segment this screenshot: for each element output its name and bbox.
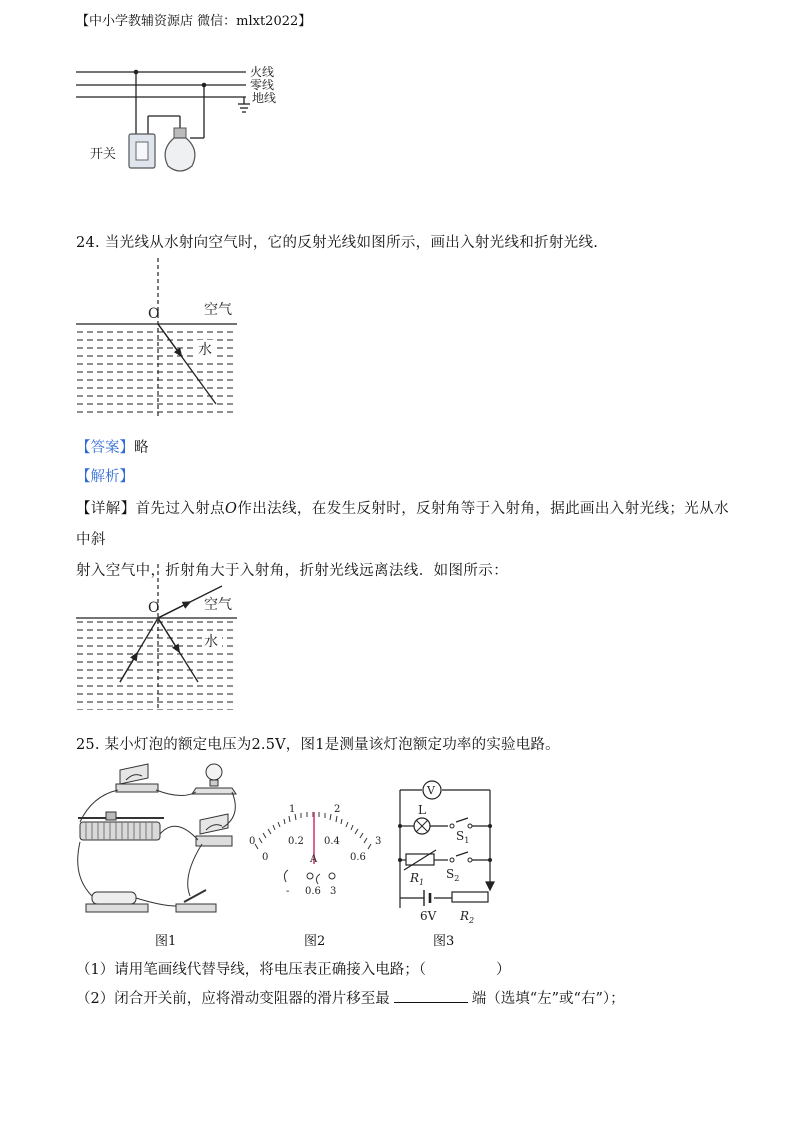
answer-air-label: 空气 (204, 597, 232, 613)
inner-tick-2: 0.4 (324, 836, 340, 847)
sub1-prefix: （1）请用笔画线代替导线，将电压表正确接入电路；（ (76, 962, 426, 978)
fig2-caption: 图2 (304, 934, 326, 949)
inner-tick-3: 0.6 (350, 852, 366, 863)
inner-tick-1: 0.2 (288, 836, 304, 847)
sub-question-1 (76, 958, 510, 979)
battery-label: 6V (420, 909, 437, 923)
q24-figure (76, 256, 241, 420)
answer-text: 略 (134, 440, 149, 456)
s1-label: $S_1$ (456, 829, 470, 845)
sub-question-2 (76, 987, 625, 1008)
point-o-label: O (148, 306, 160, 322)
question-24: 24. 当光线从水射向空气时，它的反射光线如图所示，画出入射光线和折射光线. (76, 235, 599, 251)
r2-label: $R_2$ (460, 909, 475, 925)
outer-tick-3: 3 (375, 836, 382, 847)
detail-line1: 首先过入射点 (135, 501, 226, 517)
switch-label: 开关 (90, 147, 117, 162)
outer-tick-0: 0 (249, 836, 256, 847)
question-25: 25. 某小灯泡的额定电压为2.5V，图1是测量该灯泡额定功率的实验电路。 (76, 737, 560, 753)
answer-figure (76, 562, 241, 712)
terminal-minus: - (286, 886, 290, 897)
detail-point: O (225, 501, 238, 517)
sub2-prefix: （2）闭合开关前，应将滑动变阻器的滑片移至最 (76, 991, 390, 1007)
neutral-wire-label: 零线 (250, 78, 275, 92)
ground-wire-label: 地线 (252, 91, 277, 105)
unit-label: A (310, 854, 318, 865)
terminal-3: 3 (330, 886, 337, 897)
r1-label: $R_1$ (410, 871, 425, 887)
wiring-figure (70, 58, 290, 176)
header-text: 【中小学教辅资源店 微信：mlxt2022】 (76, 14, 312, 29)
sub1-suffix: ） (495, 962, 511, 978)
answer-tag: 【答案】 (76, 440, 134, 456)
fig1-caption: 图1 (155, 934, 177, 949)
outer-tick-2: 2 (334, 804, 341, 815)
detail-tag: 【详解】 (76, 501, 136, 517)
figure-3-circuit (390, 770, 500, 926)
inner-tick-0: 0 (262, 852, 269, 863)
answer-line (76, 436, 149, 457)
fig3-caption: 图3 (433, 934, 455, 949)
live-wire-label: 火线 (250, 65, 275, 79)
lamp-label: L (418, 803, 426, 817)
outer-tick-1: 1 (289, 804, 296, 815)
detail-line2: 射入空气中，折射角大于入射角，折射光线远离法线．如图所示： (76, 563, 509, 579)
analysis-tag: 【解析】 (76, 469, 134, 485)
sub2-blank[interactable] (394, 990, 468, 1003)
s2-label: $S_2$ (446, 867, 460, 883)
air-label: 空气 (204, 302, 232, 318)
sub2-suffix: 端（选填“左”或“右”）； (471, 991, 625, 1007)
water-label: 水 (198, 342, 212, 358)
voltmeter-label: V (427, 784, 435, 797)
figure-1-apparatus (72, 756, 242, 918)
terminal-0-6: 0.6 (305, 886, 321, 897)
answer-water-label: 水 (204, 634, 218, 650)
detail-line1b: 作出法线，在发生反射时，反射角等于入射角，据此画出入射光线；光从水中斜 (76, 501, 730, 548)
analysis-line (76, 465, 134, 486)
answer-point-o-label: O (148, 600, 160, 616)
figure-2-ammeter (244, 800, 384, 900)
